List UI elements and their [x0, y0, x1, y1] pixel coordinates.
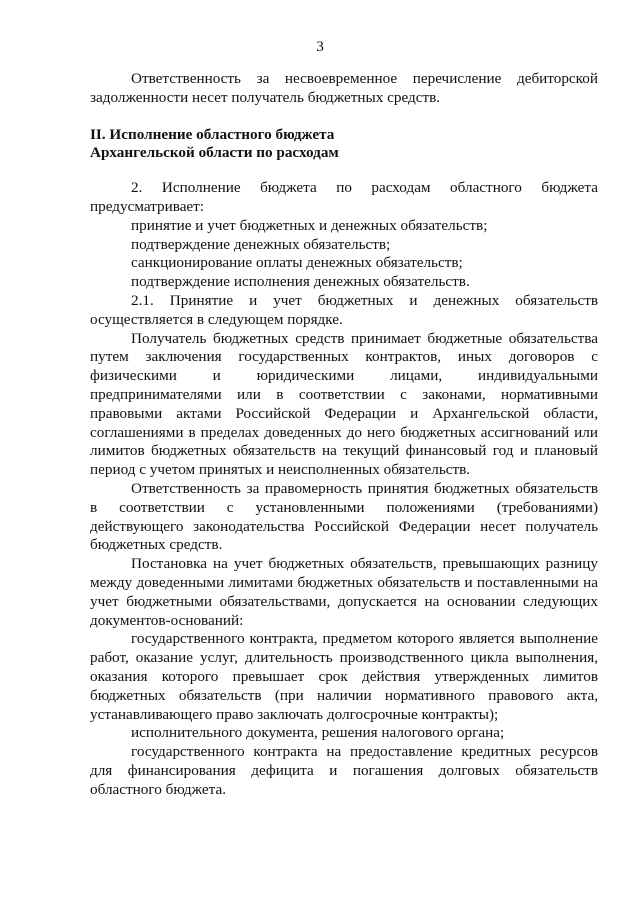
page-content: [90, 70, 598, 799]
basis-document-item: государственного контракта на предоставление кредитных ресурсов для финансирования дефицита и погашения долговых обязательств областного бюджета.: [90, 743, 598, 798]
paragraph-obligations-acceptance: Получатель бюджетных средств принимает бюджетные обязательства путем заключения государственных контрактов, иных договоров с физическими и юридическими лицами, индивидуальными предпринимателями или в соответствии с законами, нормативными правовыми актами Российской Федерации и Архангельской области, соглашениями в пределах доведенных до него бюджетных ассигнований или лимитов бюджетных обязательств на текущий финансовый год и плановый период с учетом принятых и неисполненных обязательств.: [90, 329, 598, 479]
basis-document-item: исполнительного документа, решения налогового органа;: [131, 724, 505, 742]
page-number: 3: [316, 38, 324, 55]
list-item: подтверждение исполнения денежных обязательств.: [131, 273, 470, 291]
list-item: принятие и учет бюджетных и денежных обязательств;: [131, 216, 488, 234]
paragraph-responsibility: Ответственность за правомерность принятия бюджетных обязательств в соответствии с установленными положениями (требованиями) действующего законодательства Российской Федерации несет получатель бюджетных средств.: [90, 479, 598, 554]
section-heading-line1: II. Исполнение областного бюджета: [90, 125, 335, 143]
section-heading-line2: Архангельской области по расходам: [90, 144, 339, 162]
paragraph-2: 2. Исполнение бюджета по расходам областного бюджета предусматривает:: [90, 179, 598, 215]
intro-paragraph: Ответственность за несвоевременное перечисление дебиторской задолженности несет получатель бюджетных средств.: [90, 70, 598, 106]
list-item: подтверждение денежных обязательств;: [131, 235, 391, 253]
basis-document-item: государственного контракта, предметом которого является выполнение работ, оказание услуг, длительность производственного цикла выполнения, оказания которого превышает срок действия утвержденных лимитов бюджетных обязательств (при наличии нормативного правового акта, устанавливающего право заключать долгосрочные контракты);: [90, 630, 598, 723]
paragraph-registration: Постановка на учет бюджетных обязательств, превышающих разницу между доведенными лимитами бюджетных обязательств и поставленными на учет бюджетными обязательствами, допускается на основании следующих документов-оснований:: [90, 555, 598, 629]
list-item: санкционирование оплаты денежных обязательств;: [131, 254, 463, 272]
paragraph-2-1: 2.1. Принятие и учет бюджетных и денежных обязательств осуществляется в следующем порядке.: [90, 291, 598, 328]
